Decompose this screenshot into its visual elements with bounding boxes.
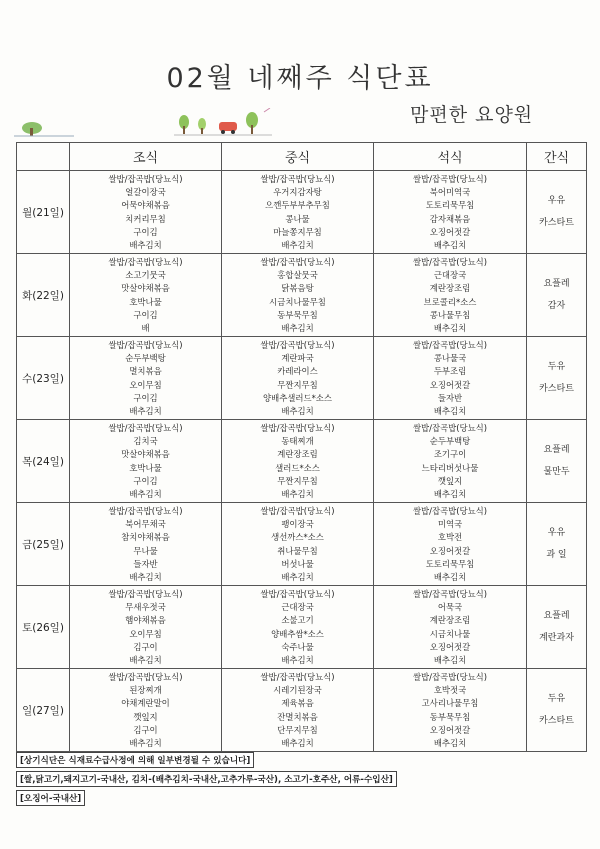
- menu-item: 마늘쫑지무침: [273, 226, 322, 237]
- menu-item: 생선까스*소스: [271, 532, 324, 543]
- menu-item: 쌀밥/잡곡밥(당뇨식): [260, 340, 335, 350]
- menu-item: 콩나물무침: [429, 309, 471, 320]
- menu-item: 시레기된장국: [273, 685, 322, 696]
- menu-item: 배추김치: [433, 488, 467, 499]
- menu-item: 도토리묵무침: [425, 200, 475, 211]
- table-row: [17, 586, 587, 669]
- breakfast-cell: [70, 586, 222, 669]
- menu-item: 얼갈이장국: [125, 187, 166, 198]
- notice-text: [상기식단은 식재료수급사정에 의해 일부변경될 수 있습니다]: [16, 752, 254, 768]
- menu-item: 오징어젓갈: [429, 724, 471, 735]
- lunch-cell: [222, 337, 374, 420]
- menu-item: 근대장국: [433, 270, 467, 281]
- menu-item: 계란파국: [281, 353, 314, 364]
- menu-item: 북어미역국: [429, 187, 471, 198]
- menu-item: 호박젓국: [433, 685, 467, 696]
- header-lunch: 중식: [222, 143, 374, 171]
- menu-item: 무나물: [133, 545, 158, 556]
- menu-item: 계란장조림: [429, 615, 471, 626]
- day-label: 목(24일): [17, 420, 70, 503]
- menu-item: 쌀밥/잡곡밥(당뇨식): [108, 589, 183, 599]
- menu-item: 도토리묵무침: [425, 558, 475, 569]
- menu-item: 조기구이: [433, 449, 467, 460]
- dinner-cell: [374, 337, 527, 420]
- menu-item: 맛살야채볶음: [121, 449, 170, 460]
- lunch-cell: [222, 669, 374, 752]
- menu-item: 버섯나물: [281, 558, 314, 569]
- header-dinner: 석식: [374, 143, 527, 171]
- header-snack: 간식: [527, 143, 587, 171]
- menu-item: 쌀밥/잡곡밥(당뇨식): [260, 589, 335, 599]
- menu-item: 시금치나물: [429, 628, 471, 639]
- menu-item: 배추김치: [281, 405, 314, 416]
- menu-item: 구이김: [133, 309, 158, 320]
- menu-item: 쌀밥/잡곡밥(당뇨식): [108, 423, 183, 433]
- menu-item: 쌀밥/잡곡밥(당뇨식): [260, 257, 335, 267]
- menu-item: 깻잎지: [437, 475, 463, 486]
- menu-item: 숙주나물: [281, 641, 314, 652]
- menu-item: 김치국: [133, 436, 158, 447]
- menu-item: 무새우젓국: [125, 602, 166, 613]
- menu-item: 호박전: [437, 532, 463, 543]
- dinner-cell: [374, 420, 527, 503]
- table-row: [17, 337, 587, 420]
- menu-item: 무짠지무침: [277, 379, 318, 390]
- menu-item: 쌀밥/잡곡밥(당뇨식): [108, 340, 183, 350]
- day-label: 일(27일): [17, 669, 70, 752]
- menu-item: 배추김치: [129, 737, 162, 748]
- menu-item: 호박나물: [129, 296, 162, 307]
- snack-cell: [527, 669, 587, 752]
- menu-item: 카레라이스: [277, 366, 318, 377]
- snack-cell: [527, 171, 587, 254]
- snack-item: 두유: [547, 362, 566, 372]
- menu-item: 깻잎지: [133, 711, 158, 722]
- menu-item: 쌀밥/잡곡밥(당뇨식): [412, 340, 488, 350]
- snack-item: 요플레: [543, 611, 570, 621]
- menu-item: 어묵야채볶음: [121, 200, 170, 211]
- snack-item: 요플레: [543, 445, 570, 455]
- menu-item: 오이무침: [129, 628, 162, 639]
- day-label: 화(22일): [17, 254, 70, 337]
- menu-item: 배추김치: [129, 654, 162, 665]
- breakfast-cell: [70, 171, 222, 254]
- snack-cell: [527, 254, 587, 337]
- menu-item: 팽이장국: [281, 519, 314, 530]
- origin-text: [쌀,닭고기,돼지고기-국내산, 김치-(배추김치-국내산,고추가루-국산), 소고기-호주산, 어류-수입산]: [16, 771, 397, 787]
- snack-item: 계란과자: [539, 633, 574, 643]
- menu-item: 우거지감자탕: [273, 187, 322, 198]
- menu-item: 치커리무침: [125, 213, 166, 224]
- menu-item: 콩나물국: [433, 353, 467, 364]
- menu-item: 단무지무침: [277, 724, 318, 735]
- menu-item: 으깬두부부추무침: [265, 200, 330, 211]
- menu-item: 무짠지무침: [277, 475, 318, 486]
- menu-item: 쌀밥/잡곡밥(당뇨식): [108, 257, 183, 267]
- menu-item: 멸치볶음: [129, 366, 162, 377]
- menu-item: 배추김치: [433, 322, 467, 333]
- dinner-cell: [374, 171, 527, 254]
- menu-item: 콩나물: [285, 213, 310, 224]
- table-row: [17, 669, 587, 752]
- menu-item: 쌀밥/잡곡밥(당뇨식): [412, 672, 488, 682]
- menu-item: 북어무채국: [125, 519, 166, 530]
- weekly-menu-table: [16, 142, 587, 752]
- table-row: [17, 254, 587, 337]
- organization-name: 맘편한 요양원: [410, 104, 534, 126]
- menu-item: 고사리나물무침: [421, 698, 479, 709]
- menu-item: 구이김: [133, 392, 158, 403]
- menu-item: 계란장조림: [277, 449, 318, 460]
- decorative-illustration: [14, 108, 274, 138]
- menu-item: 소불고기: [281, 615, 314, 626]
- menu-item: 양배추쌈*소스: [271, 628, 324, 639]
- dinner-cell: [374, 669, 527, 752]
- day-label: 토(26일): [17, 586, 70, 669]
- menu-item: 쌀밥/잡곡밥(당뇨식): [412, 589, 488, 599]
- menu-item: 동부묵무침: [429, 711, 471, 722]
- breakfast-cell: [70, 669, 222, 752]
- menu-item: 오징어젓갈: [429, 226, 471, 237]
- snack-item: 카스타트: [539, 716, 574, 726]
- menu-item: 배추김치: [433, 654, 467, 665]
- notes-section: [16, 752, 586, 809]
- menu-item: 홍합살뭇국: [277, 270, 318, 281]
- menu-item: 쌀밥/잡곡밥(당뇨식): [260, 423, 335, 433]
- snack-cell: [527, 503, 587, 586]
- menu-item: 샐러드*소스: [275, 462, 320, 473]
- menu-item: 오징어젓갈: [429, 545, 471, 556]
- snack-item: 우유: [547, 196, 566, 206]
- day-label: 수(23일): [17, 337, 70, 420]
- breakfast-cell: [70, 420, 222, 503]
- menu-item: 된장찌개: [129, 685, 162, 696]
- dinner-cell: [374, 254, 527, 337]
- table-row: [17, 420, 587, 503]
- menu-item: 배추김치: [129, 571, 162, 582]
- menu-item: 쌀밥/잡곡밥(당뇨식): [412, 423, 488, 433]
- header-empty-cell: [17, 143, 70, 171]
- table-row: [17, 503, 587, 586]
- menu-item: 배추김치: [281, 571, 314, 582]
- menu-item: 배추김치: [433, 405, 467, 416]
- menu-item: 두부조림: [433, 366, 467, 377]
- menu-item: 쌀밥/잡곡밥(당뇨식): [260, 506, 335, 516]
- menu-item: 배추김치: [433, 571, 467, 582]
- menu-item: 어묵국: [437, 602, 463, 613]
- menu-item: 오징어젓갈: [429, 379, 471, 390]
- lunch-cell: [222, 420, 374, 503]
- snack-item: 감자: [547, 301, 566, 311]
- menu-item: 소고기뭇국: [125, 270, 166, 281]
- origin-text-squid: [오징어-국내산]: [16, 790, 85, 806]
- menu-item: 동부묵무침: [277, 309, 318, 320]
- menu-item: 쌀밥/잡곡밥(당뇨식): [108, 672, 183, 682]
- breakfast-cell: [70, 337, 222, 420]
- menu-item: 배추김치: [433, 239, 467, 250]
- menu-item: 잔멸치볶음: [277, 711, 318, 722]
- menu-item: 동태찌개: [281, 436, 314, 447]
- menu-item: 호박나물: [129, 462, 162, 473]
- snack-cell: [527, 337, 587, 420]
- menu-item: 김구이: [133, 724, 158, 735]
- menu-item: 참치야채볶음: [121, 532, 170, 543]
- menu-item: 야채계란말이: [121, 698, 170, 709]
- menu-item: 쌀밥/잡곡밥(당뇨식): [260, 174, 335, 184]
- menu-item: 배추김치: [129, 488, 162, 499]
- menu-item: 배추김치: [129, 405, 162, 416]
- page-title: 02월 네째주 식단표: [166, 63, 434, 94]
- menu-item: 들자반: [133, 558, 158, 569]
- menu-item: 제육볶음: [281, 698, 314, 709]
- menu-item: 배추김치: [281, 322, 314, 333]
- snack-item: 요플레: [543, 279, 570, 289]
- menu-item: 배추김치: [281, 737, 314, 748]
- menu-item: 배추김치: [281, 488, 314, 499]
- snack-item: 두유: [547, 694, 566, 704]
- menu-item: 배추김치: [281, 239, 314, 250]
- lunch-cell: [222, 586, 374, 669]
- menu-item: 배추김치: [281, 654, 314, 665]
- menu-item: 오이무침: [129, 379, 162, 390]
- snack-cell: [527, 586, 587, 669]
- menu-item: 구이김: [133, 475, 158, 486]
- lunch-cell: [222, 503, 374, 586]
- snack-cell: [527, 420, 587, 503]
- menu-item: 순두부백탕: [125, 353, 166, 364]
- menu-item: 구이김: [133, 226, 158, 237]
- menu-item: 닭볶음탕: [281, 283, 314, 294]
- menu-item: 취나물무침: [277, 545, 318, 556]
- lunch-cell: [222, 254, 374, 337]
- breakfast-cell: [70, 503, 222, 586]
- menu-item: 햄야채볶음: [125, 615, 166, 626]
- menu-item: 배추김치: [433, 737, 467, 748]
- menu-item: 쌀밥/잡곡밥(당뇨식): [412, 506, 488, 516]
- menu-item: 쌀밥/잡곡밥(당뇨식): [412, 174, 488, 184]
- day-label: 월(21일): [17, 171, 70, 254]
- menu-item: 계란장조림: [429, 283, 471, 294]
- menu-item: 미역국: [437, 519, 463, 530]
- dinner-cell: [374, 503, 527, 586]
- menu-item: 맛살야채볶음: [121, 283, 170, 294]
- snack-item: 과 일: [546, 550, 567, 560]
- menu-item: 쌀밥/잡곡밥(당뇨식): [412, 257, 488, 267]
- breakfast-cell: [70, 254, 222, 337]
- menu-item: 느타리버섯나물: [421, 462, 479, 473]
- menu-item: 순두부백탕: [429, 436, 471, 447]
- menu-item: 배: [141, 322, 150, 333]
- day-label: 금(25일): [17, 503, 70, 586]
- snack-item: 카스타트: [539, 384, 574, 394]
- snack-item: 카스타트: [539, 218, 574, 228]
- menu-item: 오징어젓갈: [429, 641, 471, 652]
- menu-item: 쌀밥/잡곡밥(당뇨식): [260, 672, 335, 682]
- menu-item: 양배추샐러드*소스: [263, 392, 332, 403]
- menu-item: 들자반: [437, 392, 463, 403]
- menu-item: 배추김치: [129, 239, 162, 250]
- menu-item: 브로콜리*소스: [423, 296, 477, 307]
- menu-item: 쌀밥/잡곡밥(당뇨식): [108, 506, 183, 516]
- menu-item: 쌀밥/잡곡밥(당뇨식): [108, 174, 183, 184]
- menu-item: 감자채볶음: [429, 213, 471, 224]
- dinner-cell: [374, 586, 527, 669]
- lunch-cell: [222, 171, 374, 254]
- snack-item: 우유: [547, 528, 566, 538]
- menu-item: 김구이: [133, 641, 158, 652]
- table-row: [17, 171, 587, 254]
- snack-item: 물만두: [543, 467, 570, 477]
- header-breakfast: 조식: [70, 143, 222, 171]
- table-header-row: [17, 143, 587, 171]
- menu-item: 시금치나물무침: [269, 296, 326, 307]
- menu-item: 근대장국: [281, 602, 314, 613]
